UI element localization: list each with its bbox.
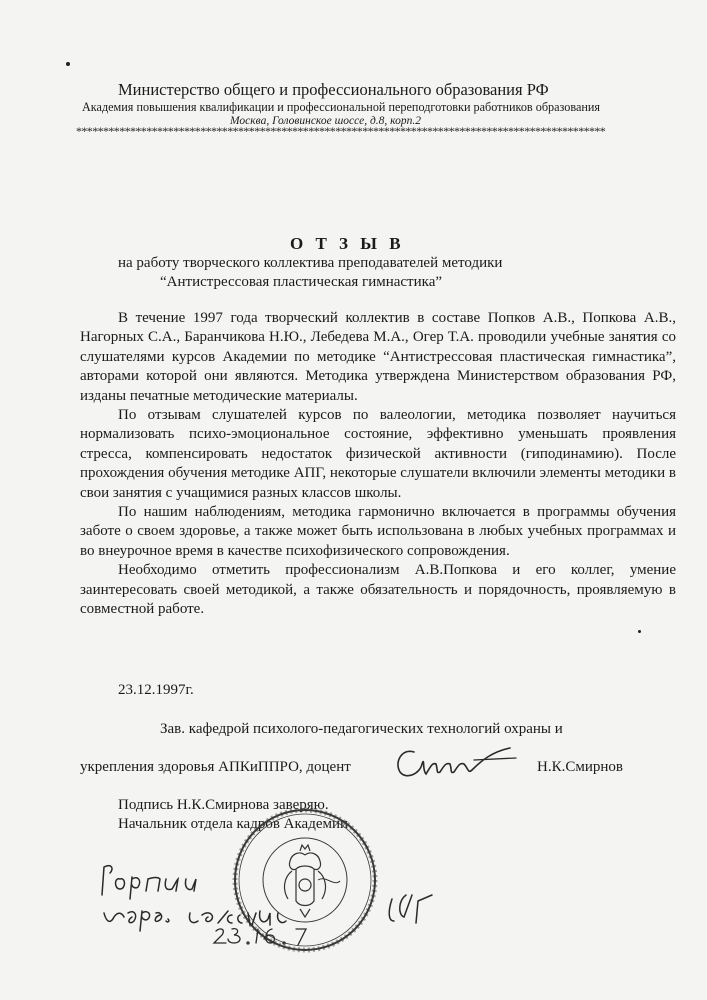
hr-head-position: Начальник отдела кадров Академии — [118, 816, 349, 832]
signatory-position-line2: укрепления здоровья АПКиППРО, доцент — [80, 759, 351, 775]
academy-address: Москва, Головинское шоссе, д.8, корп.2 — [230, 115, 421, 127]
academy-name: Академия повышения квалификации и профессиональной переподготовки работников образования — [82, 100, 601, 114]
method-name: “Антистрессовая пластическая гимнастика” — [160, 274, 443, 290]
ministry-name: Министерство общего и профессионального образования РФ — [118, 80, 549, 99]
review-body — [80, 309, 676, 620]
handwritten-signature — [392, 738, 522, 788]
document-date: 23.12.1997г. — [118, 682, 194, 698]
speck — [66, 62, 70, 66]
paragraph: В течение 1997 года творческий коллектив в составе Попков А.В., Попкова А.В., Нагорных С.А., Баранчикова Н.Ю., Лебедева М.А., Огер Т.А. проводили учебные занятия со слушателями курсов Академии по методике “Антистрессовая пластическая гимнастика”, авторами которой они являются. Методика утверждена Министерством образования РФ, изданы печатные методические материалы. — [80, 310, 676, 404]
speck — [638, 630, 641, 633]
document-subtitle: на работу творческого коллектива преподавателей методики — [118, 255, 503, 271]
handwritten-note — [92, 855, 452, 955]
paragraph: По отзывам слушателей курсов по валеологии, методика позволяет научиться нормализовать психо-эмоциональное состояние, эффективно уменьшать проявления стресса, компенсировать недостаток физической активности (гиподинамию). После прохождения обучения методике АПГ, некоторые слушатели включили элементы методики в свои занятия с учащимися разных классов школы. — [80, 407, 676, 501]
header-separator: ************************************************************************************************** — [76, 124, 606, 138]
paragraph: По нашим наблюдениям, методика гармонично включается в программы обучения заботе о своем здоровье, а также может быть использована в любых учебных программах и во внеурочное время в качестве психофизического сопровождения. — [80, 504, 676, 559]
paragraph: Необходимо отметить профессионализм А.В.Попкова и его коллег, умение заинтересовать своей методикой, а также обязательность и порядочность, проявляемую в совместной работе. — [80, 562, 676, 618]
signatory-name: Н.К.Смирнов — [537, 759, 623, 775]
signatory-position-line1: Зав. кафедрой психолого-педагогических технологий охраны и — [160, 721, 563, 737]
certification-line: Подпись Н.К.Смирнова заверяю. — [118, 797, 329, 813]
document-title: О Т З Ы В — [290, 234, 405, 253]
